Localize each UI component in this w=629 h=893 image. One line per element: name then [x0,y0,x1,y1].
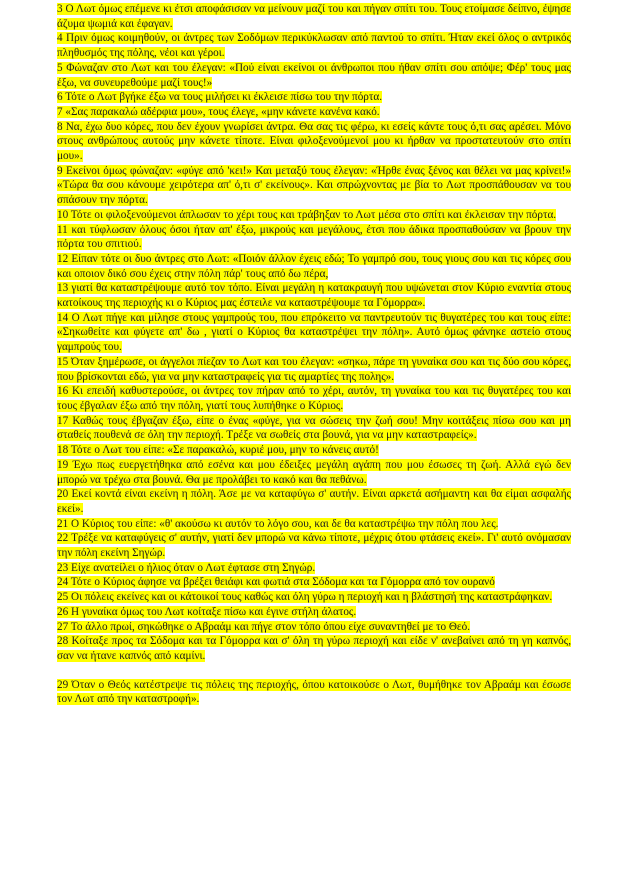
verse-3 [57,2,571,31]
verse-text: 9 Εκείνοι όμως φώναζαν: «φύγε από 'κει!» Και μεταξύ τους έλεγαν: «Ήρθε ένας ξένος και θέλει να μας κρίνει!» «Τώρα θα σου κάνουμε χειρότερα απ' ό,τι σ' εκείνους». Και σπρώχνοντας με βία το Λωτ προσπάθουσαν να του σπάσουν την πόρτα. [57,164,571,207]
paragraph-gap [57,664,571,678]
verse-21 [57,517,571,532]
verse-10 [57,208,571,223]
verse-text: 6 Τότε ο Λωτ βγήκε έξω να τους μιλήσει κι έκλεισε πίσω του την πόρτα. [57,91,383,104]
verse-text: 12 Είπαν τότε οι δυο άντρες στο Λωτ: «Ποιόν άλλον έχεις εδώ; Το γαμπρό σου, τους γιους σου και τις κόρες σου και οποιον δικό σου έχεις στην πόλη πάρ' τους από δω πέρα, [57,252,571,280]
verse-text: 29 Όταν ο Θεός κατέστρεψε τις πόλεις της περιοχής, όπου κατοικούσε ο Λωτ, θυμήθηκε τον Αβραάμ και έσωσε τον Λωτ από την καταστροφή». [57,678,571,706]
verse-text: 20 Εκεί κοντά είναι εκείνη η πόλη. Άσε με να καταφύγω σ' αυτήν. Είναι αρκετά ασήμαντη και θα είμαι ασφαλής εκεί». [57,488,571,515]
verse-12 [57,252,571,281]
verse-text: 19 Έχω πως ευεργετήθηκα από εσένα και μου έδειξες μεγάλη αγάπη που μου έσωσες τη ζωή. Αλλά εγώ δεν μπορώ να τρέχω στα βουνά. Θα με προλάβει το κακό και θα πεθάνω. [57,458,571,486]
verse-14 [57,311,571,355]
verse-23 [57,561,571,576]
verse-5 [57,61,571,90]
verse-text: 28 Κοίταξε προς τα Σόδομα και τα Γόμορρα και σ' όλη τη γύρω περιοχή και είδε ν' ανεβαίνει από τη γη καπνός, σαν να ήτανε καπνός από καμίνι. [57,635,571,662]
verse-13 [57,281,571,310]
verse-text: 14 Ο Λωτ πήγε και μίλησε στους γαμπρούς του, που επρόκειτο να παντρευτούν τις θυγατέρες του και τους είπε: «Σηκωθείτε και φύγετε απ' δω , γιατί ο Κύριος θα καταστρέψει την πόλη». Αυτό όμως φάνηκε αστείο στους γαμπρούς του. [57,311,571,354]
verse-8 [57,120,571,164]
verse-text: 7 «Σας παρακαλώ αδέρφια μου», τους έλεγε, «μην κάνετε κανένα κακό. [57,105,380,118]
verse-9 [57,164,571,208]
verse-4 [57,31,571,60]
verse-text: 23 Είχε ανατείλει ο ήλιος όταν ο Λωτ έφτασε στη Σηγώρ. [57,561,316,574]
verse-text: 13 γιατί θα καταστρέψουμε αυτό τον τόπο. Είναι μεγάλη η κατακραυγή που υψώνεται στον Κύριο εναντία στους κατοίκους της περιοχής κι ο Κύριος μας έστειλε να καταστρέψουμε τα Γόμορρα». [57,282,571,310]
verse-18 [57,443,571,458]
verse-16 [57,384,571,413]
verse-28 [57,634,571,663]
verse-27 [57,620,571,635]
verse-text: 25 Οι πόλεις εκείνες και οι κάτοικοί τους καθώς και όλη γύρω η περιοχή και η βλάστησή της καταστράφηκαν. [57,591,553,604]
verse-text: 17 Καθώς τους έβγαζαν έξω, είπε ο ένας «φύγε, για να σώσεις την ζωή σου! Μην κοιτάξεις πίσω σου και μη σταθείς πουθενά σε όλη την περιοχή. Τρέξε να σωθείς στα βουνά, για να μην καταστραφείς». [57,414,571,442]
verse-text: 15 Όταν ξημέρωσε, οι άγγελοι πίεζαν το Λωτ και του έλεγαν: «σηκω, πάρε τη γυναίκα σου και τις δύο σου κόρες, που βρίσκονται εδώ, για να μην καταστραφείς για τις αμαρτίες της πολης». [57,355,571,383]
verse-29 [57,678,571,707]
verse-text: 21 Ο Κύριος του είπε: «θ' ακούσω κι αυτόν το λόγο σου, και δε θα καταστρέψω την πόλη που λες. [57,517,499,530]
verse-22 [57,531,571,560]
verse-6 [57,90,571,105]
verse-text: 8 Να, έχω δυο κόρες, που δεν έχουν γνωρίσει άντρα. Θα σας τις φέρω, κι εσείς κάντε τους ό,τι σας αρέσει. Μόνο στους ανθρώπους αυτούς μην κάνετε τίποτε. Είναι φιλοξενούμενοί μου κι ήρθαν να προστατευτούν στο σπίτι μου». [57,120,571,163]
verse-text: 4 Πριν όμως κοιμηθούν, οι άντρες των Σοδόμων περικύκλωσαν από παντού το σπίτι. Ήταν εκεί όλος ο αντρικός πληθυσμός της πόλης, νέοι και γέροι. [57,32,571,60]
verse-19 [57,458,571,487]
document-page [57,2,571,707]
verse-text: 5 Φώναζαν στο Λωτ και του έλεγαν: «Πού είναι εκείνοι οι άνθρωποι που ήθαν σπίτι σου απόψε; Φέρ' τους μας έξω, να συνευρεθούμε μαζί τους!» [57,61,571,89]
verse-text: 3 Ο Λωτ όμως επέμενε κι έτσι αποφάσισαν να μείνουν μαζί του και πήγαν σπίτι του. Τους ετοίμασε δείπνο, έψησε άζυμα ψωμιά και έφαγαν. [57,3,571,30]
verse-24 [57,575,571,590]
verse-20 [57,487,571,516]
verse-17 [57,414,571,443]
verse-text: 24 Τότε ο Κύριος άφησε να βρέξει θειάφι και φωτιά στα Σόδομα και τα Γόμορρα από τον ουρανό [57,576,495,589]
verse-text: 10 Τότε οι φιλοξενούμενοι άπλωσαν το χέρι τους και τράβηξαν το Λωτ μέσα στο σπίτι και έκλεισαν την πόρτα. [57,208,557,221]
verse-text: 16 Κι επειδή καθυστερούσε, οι άντρες τον πήραν από το χέρι, αυτόν, τη γυναίκα του και τις θυγατέρες του και τους έβγαλαν έξω από την πόλη, γιατί τους λυπήθηκε ο Κύριος. [57,385,571,412]
verse-26 [57,605,571,620]
verse-25 [57,590,571,605]
verse-7 [57,105,571,120]
verse-text: 27 Το άλλο πρωί, σηκώθηκε ο Αβραάμ και πήγε στον τόπο όπου είχε συναντηθεί με το Θεό. [57,620,471,633]
verse-text: 26 Η γυναίκα όμως του Λωτ κοίταξε πίσω και έγινε στήλη άλατος. [57,605,357,618]
verse-text: 22 Τρέξε να καταφύγεις σ' αυτήν, γιατί δεν μπορώ να κάνω τίποτε, μέχρις ότου φτάσεις εκεί». Γι' αυτό ονόμασαν την πόλη εκείνη Σηγώρ. [57,532,571,560]
verse-15 [57,355,571,384]
verse-11 [57,223,571,252]
verse-text: 18 Τότε ο Λωτ του είπε: «Σε παρακαλώ, κυριέ μου, μην το κάνεις αυτό! [57,444,379,457]
verse-text: 11 και τύφλωσαν όλους όσοι ήταν απ' έξω, μικρούς και μεγάλους, έτσι που άδικα προσπαθούσαν να βρουν την πόρτα του σπιτιού. [57,223,571,251]
